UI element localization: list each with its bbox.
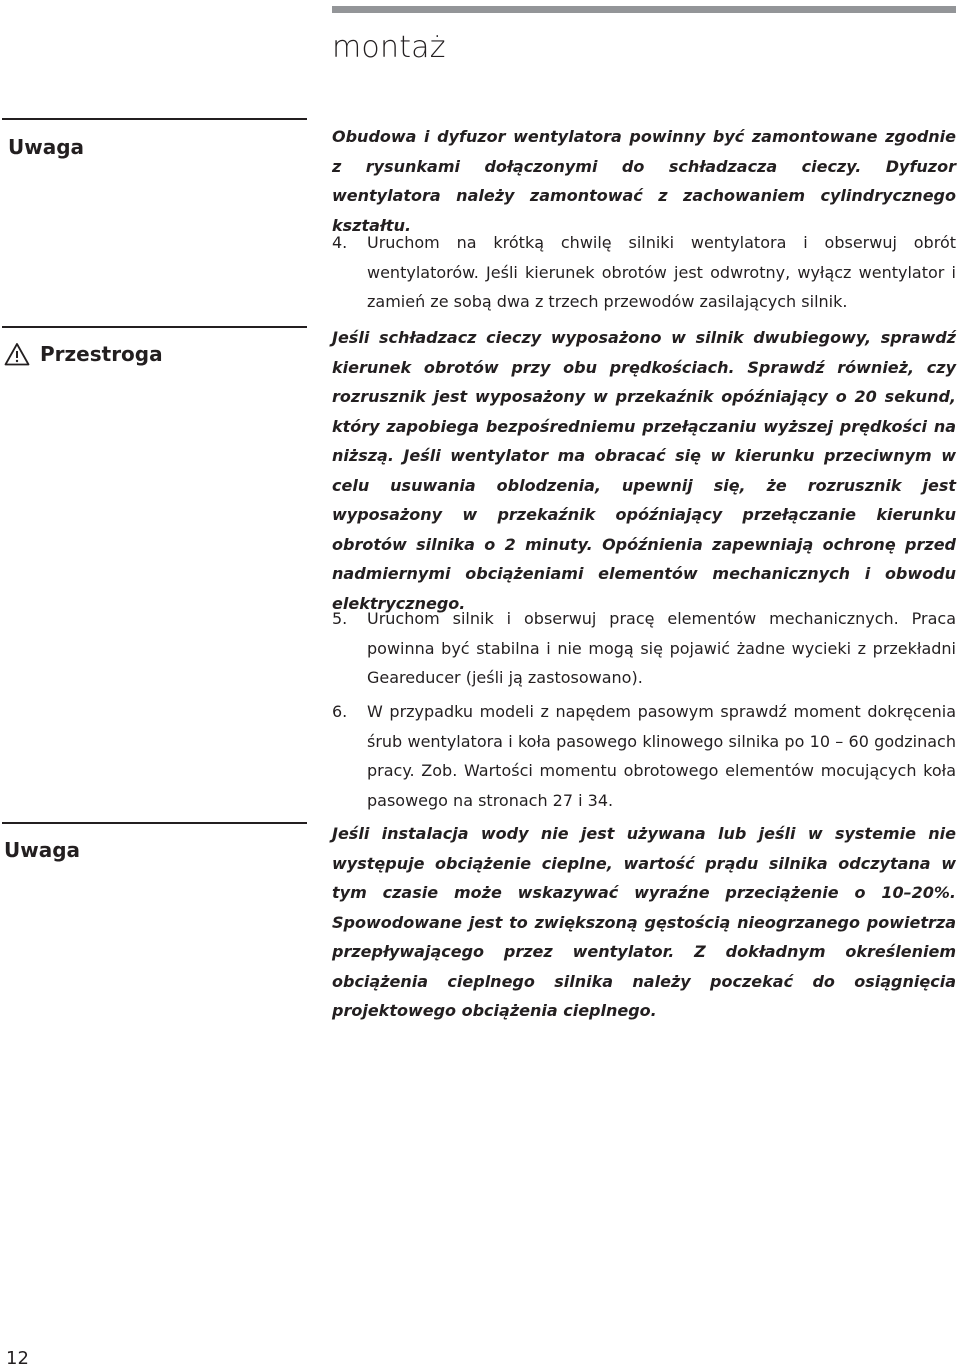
step-number: 6. (332, 702, 348, 721)
warning-triangle-icon (4, 342, 30, 366)
step-number: 4. (332, 233, 348, 252)
przestroga-rule (2, 326, 307, 328)
page-number: 12 (6, 1348, 29, 1369)
step-4 (332, 228, 956, 317)
step-text: Uruchom na krótką chwilę silniki wentylatora i obserwuj obrót wentylatorów. Jeśli kierunek obrotów jest odwrotny, wyłącz wentylator i zamień ze sobą dwa z trzech przewodów zasilających silnik. (367, 233, 956, 311)
uwaga-note-text: Jeśli instalacja wody nie jest używana lub jeśli w systemie nie występuje obciążenie cieplne, wartość prądu silnika odczytana w tym czasie może wskazywać wyraźne przeciążenie o 10–20%. Spowodowane jest to zwiększoną gęstością nieogrzanego powietrza przepływającego przez wentylator. Z dokładnym określeniem obciążenia cieplnego silnika należy poczekać do osiągnięcia projektowego obciążenia cieplnego. (332, 824, 956, 1020)
przestroga-note-text: Jeśli schładzacz cieczy wyposażono w silnik dwubiegowy, sprawdź kierunek obrotów przy obu prędkościach. Sprawdź również, czy rozrusznik jest wyposażony w przekaźnik opóźniający o 20 sekund, który zapobiega bezpośredniemu przełączaniu wyższej prędkości na niższą. Jeśli wentylator ma obracać się w kierunku przeciwnym w celu usuwania oblodzenia, upewnij się, że rozrusznik jest wyposażony w przekaźnik opóźniający przełączanie kierunku obrotów silnika o 2 minuty. Opóźnienia zapewniają ochronę przed nadmiernymi obciążeniami elementów mechanicznych i obwodu elektrycznego. (332, 328, 956, 613)
step-5 (332, 604, 956, 693)
uwaga-rule (2, 822, 307, 824)
step-text: Uruchom silnik i obserwuj pracę elementów mechanicznych. Praca powinna być stabilna i nie mogą się pojawić żadne wycieki z przekładni Geareducer (jeśli ją zastosowano). (367, 609, 956, 687)
przestroga-label: Przestroga (40, 342, 163, 366)
uwaga-label: Uwaga (4, 838, 81, 862)
przestroga-label-group (4, 342, 163, 366)
uwaga-rule (2, 118, 307, 120)
page-title: montaż (332, 30, 446, 65)
uwaga-label: Uwaga (8, 135, 85, 159)
header-bar (332, 6, 956, 13)
uwaga-note-text: Obudowa i dyfuzor wentylatora powinny być zamontowane zgodnie z rysunkami dołączonymi do schładzacza cieczy. Dyfuzor wentylatora należy zamontować z zachowaniem cylindrycznego kształtu. (332, 127, 956, 235)
step-number: 5. (332, 609, 348, 628)
step-6 (332, 697, 956, 815)
step-text: W przypadku modeli z napędem pasowym sprawdź moment dokręcenia śrub wentylatora i koła pasowego klinowego silnika po 10 – 60 godzinach pracy. Zob. Wartości momentu obrotowego elementów mocujących koła pasowego na stronach 27 i 34. (367, 702, 956, 810)
